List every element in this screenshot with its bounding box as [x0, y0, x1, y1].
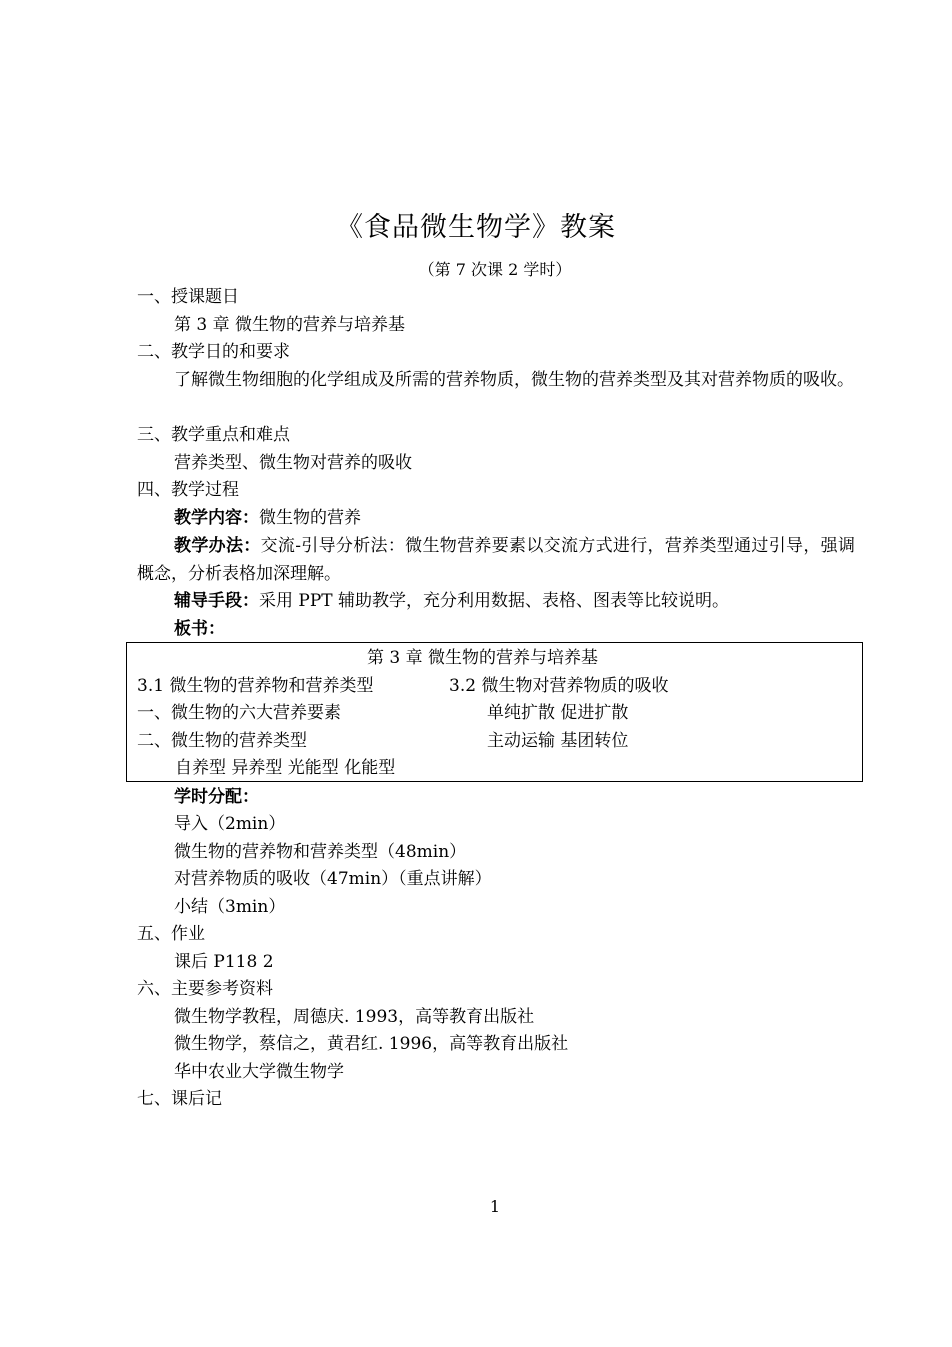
- section-heading-postscript: 七、课后记: [137, 1089, 222, 1109]
- section-heading-process: 四、教学过程: [137, 480, 239, 500]
- board-box: [126, 642, 863, 782]
- topic-content: 第 3 章 微生物的营养与培养基: [174, 315, 406, 335]
- homework-content: 课后 P118 2: [174, 952, 274, 972]
- reference-item: 微生物学教程，周德庆. 1993，高等教育出版社: [174, 1007, 535, 1027]
- objectives-paragraph: 了解微生物细胞的化学组成及所需的营养物质，微生物的营养类型及其对营养物质的吸收。: [174, 370, 854, 390]
- board-label: 板书：: [174, 619, 225, 639]
- time-item: 导入（2min）: [174, 814, 286, 834]
- section-heading-references: 六、主要参考资料: [137, 979, 273, 999]
- section-heading-objectives: 二、教学日的和要求: [137, 342, 290, 362]
- section-heading-key-points: 三、教学重点和难点: [137, 425, 290, 445]
- teaching-content-line: [174, 506, 361, 530]
- board-left-heading: 3.1 微生物的营养物和营养类型: [137, 676, 374, 696]
- key-points-content: 营养类型、微生物对营养的吸收: [174, 453, 412, 473]
- time-item: 对营养物质的吸收（47min）（重点讲解）: [174, 869, 492, 889]
- time-item: 微生物的营养物和营养类型（48min）: [174, 842, 467, 862]
- section-heading-homework: 五、作业: [137, 924, 205, 944]
- reference-item: 华中农业大学微生物学: [174, 1062, 344, 1082]
- board-right-item-2: 主动运输 基团转位: [487, 731, 629, 751]
- time-item: 小结（3min）: [174, 897, 286, 917]
- teaching-method-value: 交流-引导分析法：微生物营养要素以交流方式进行，营养类型通过引导，强调概念，分析表格加深理解。: [137, 536, 856, 584]
- teaching-method-paragraph: [137, 532, 855, 588]
- teaching-aid-label: 辅导手段：: [174, 591, 259, 611]
- board-left-item-1: 一、微生物的六大营养要素: [137, 703, 341, 723]
- time-allocation-label: 学时分配：: [174, 787, 259, 807]
- board-right-heading: 3.2 微生物对营养物质的吸收: [449, 676, 669, 696]
- document-subtitle: （第 7 次课 2 学时）: [418, 260, 572, 279]
- teaching-content-label: 教学内容：: [174, 508, 259, 528]
- board-left-subitems: 自养型 异养型 光能型 化能型: [175, 758, 396, 778]
- board-right-item-1: 单纯扩散 促进扩散: [487, 703, 629, 723]
- teaching-method-label: 教学办法：: [174, 536, 261, 556]
- board-left-item-2: 二、微生物的营养类型: [137, 731, 307, 751]
- teaching-aid-value: 采用 PPT 辅助教学，充分利用数据、表格、图表等比较说明。: [259, 591, 730, 611]
- board-title: 第 3 章 微生物的营养与培养基: [367, 648, 599, 668]
- page-number: 1: [489, 1197, 501, 1216]
- reference-item: 微生物学，蔡信之，黄君红. 1996，高等教育出版社: [174, 1034, 569, 1054]
- document-title: 《食品微生物学》教案: [336, 212, 616, 243]
- teaching-content-value: 微生物的营养: [259, 508, 361, 528]
- section-heading-topic: 一、授课题日: [137, 287, 239, 307]
- teaching-aid-line: [174, 589, 729, 613]
